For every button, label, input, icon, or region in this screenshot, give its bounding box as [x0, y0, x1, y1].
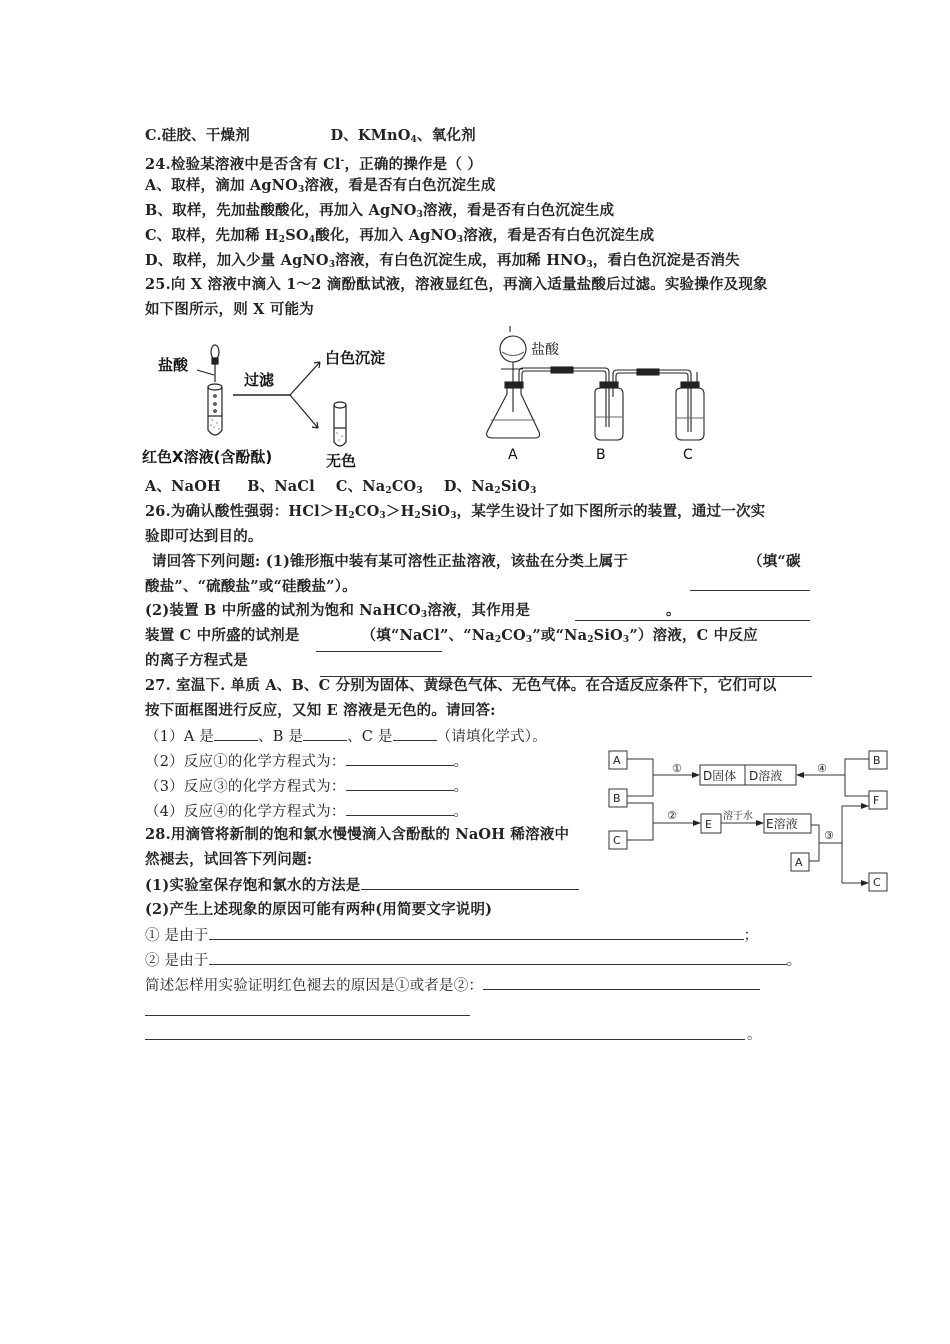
answer-blank-storage[interactable] — [361, 875, 579, 890]
answer-blank-c[interactable] — [393, 726, 437, 741]
q26-apparatus-figure — [475, 322, 725, 467]
q25-options: A、NaOH B、NaCl C、$Na_2CO_3$ D、$Na_2SiO_3$ — [145, 478, 537, 496]
q25-stem-line2: 如下图所示，则 X 可能为 — [145, 301, 314, 318]
arrow-2 — [693, 820, 701, 826]
q27-sub2: （2）反应①的化学方程式为： 。 — [145, 751, 468, 772]
red-x-solution-label: 红色X溶液(含酚酞) — [142, 448, 273, 466]
q24-option-a: A、取样，滴加 AgNO$_3$溶液，看是否有白色沉淀生成 — [145, 177, 496, 195]
q28-final-period: 。 — [747, 1027, 762, 1043]
svg-text:C: C — [873, 876, 881, 889]
q26-part1: 请回答下列问题: (1)锥形瓶中装有某可溶性正盐溶液，该盐在分类上属于 — [152, 553, 629, 570]
svg-text:A: A — [613, 754, 621, 767]
svg-text:D溶液: D溶液 — [749, 769, 783, 783]
svg-text:B: B — [613, 792, 621, 805]
step-3-label: ③ — [824, 829, 834, 842]
q24-option-b: B、取样，先加盐酸酸化，再加入 AgNO$_3$溶液，看是否有白色沉淀生成 — [145, 202, 615, 220]
svg-text:B: B — [873, 754, 881, 767]
q23-option-d: D、KMnO$_4$、氧化剂 — [330, 127, 476, 145]
answer-blank-proof-2[interactable] — [145, 1015, 470, 1016]
test-tube-red-icon — [208, 384, 222, 435]
q27-reaction-flow-diagram — [605, 745, 895, 895]
q26-part2: (2)装置 B 中所盛的试剂为饱和 NaHCO$_3$溶液，其作用是 — [145, 602, 531, 620]
answer-blank-reason-1[interactable] — [209, 925, 744, 940]
q28-part2: (2)产生上述现象的原因可能有两种(用简要文字说明) — [145, 901, 493, 918]
arrow-dissolve — [756, 820, 764, 826]
tube-bc — [613, 370, 691, 432]
q27-sub4: （4）反应④的化学方程式为： 。 — [145, 801, 468, 822]
q26-answer-blank-2[interactable] — [575, 620, 810, 621]
answer-blank-a[interactable] — [214, 726, 258, 741]
acid-label-leader — [197, 370, 214, 375]
q26-part1-cont: 酸盐”、“硫酸盐”或“硅酸盐”）。 — [145, 578, 357, 595]
answer-blank-proof-1[interactable] — [483, 975, 760, 990]
answer-blank-reason-2[interactable] — [209, 950, 787, 965]
white-precipitate-label: 白色沉淀 — [325, 349, 386, 367]
answer-blank-eq3[interactable] — [346, 776, 454, 791]
q27-stem-line2: 按下面框图进行反应，又知 E 溶液是无色的。请回答: — [145, 702, 496, 719]
rubber-connector-ab — [551, 367, 573, 373]
q26-stem-line1: 26.为确认酸性强弱：$HCl>H_2CO_3>H_2SiO_3$，某学生设计了如下图所示的装置，通过一次实 — [145, 503, 766, 521]
q28-part1: (1)实验室保存饱和氯水的方法是 — [145, 875, 579, 896]
acid-label-2: 盐酸 — [531, 342, 559, 358]
arrow-to-c — [861, 880, 869, 886]
q28-reason-2: ② 是由于 。 — [145, 950, 801, 971]
q26-part3: 装置 C 中所盛的试剂是 （填“NaCl”、“$Na_2CO_3$”或“$Na_2SiO_3$”）溶液，C 中反应 — [145, 627, 758, 645]
step-4-label: ④ — [817, 762, 827, 775]
arrow-to-f — [861, 803, 869, 809]
test-tube-colorless-icon — [334, 402, 346, 446]
q28-part3: 简述怎样用实验证明红色褪去的原因是①或者是②： — [145, 975, 760, 996]
q27-sub3: （3）反应③的化学方程式为： 。 — [145, 776, 468, 797]
arrow-1 — [692, 772, 700, 778]
q28-reason-1: ① 是由于 ； — [145, 925, 758, 946]
answer-blank-eq4[interactable] — [346, 801, 454, 816]
arrow-up — [290, 362, 320, 395]
step-1-label: ① — [672, 762, 682, 775]
bottle-c-icon — [676, 372, 704, 440]
q26-stem-line2: 验即可达到目的。 — [145, 528, 263, 545]
step-2-label: ② — [667, 809, 677, 822]
q26-part4: 的离子方程式是 — [145, 652, 248, 669]
answer-blank-b[interactable] — [303, 726, 347, 741]
q23-option-c: C.硅胶、干燥剂 — [145, 127, 250, 144]
q24-option-d: D、取样，加入少量 AgNO$_3$溶液，有白色沉淀生成，再加稀 $HNO_3$，看白色沉淀是否消失 — [145, 252, 740, 270]
q26-answer-blank-3[interactable] — [316, 651, 442, 652]
answer-blank-eq1[interactable] — [346, 751, 454, 766]
acid-label: 盐酸 — [158, 356, 189, 374]
q24-stem: 24.检验某溶液中是否含有 Cl-，正确的操作是（ ） — [145, 155, 483, 173]
svg-text:C: C — [613, 834, 621, 847]
q28-stem-line2: 然褪去，试回答下列问题: — [145, 851, 313, 868]
dropper-icon — [211, 345, 219, 382]
q25-stem-line1: 25.向 X 溶液中滴入 1～2 滴酚酞试液，溶液显红色，再滴入适量盐酸后过滤。实验操作及现象 — [145, 276, 768, 293]
q26-part1-hint: （填“碳 — [748, 553, 801, 570]
dissolve-label: 溶于水 — [723, 811, 753, 822]
q23-options — [145, 126, 476, 150]
svg-text:A: A — [795, 856, 803, 869]
svg-text:E溶液: E溶液 — [766, 817, 798, 831]
q26-part2-end: 。 — [666, 602, 681, 619]
colorless-label: 无色 — [326, 452, 357, 470]
q26-answer-blank-1[interactable] — [690, 590, 810, 591]
svg-text:D固体: D固体 — [703, 769, 737, 783]
q27-sub1: （1）A 是 、B 是 、C 是 （请填化学式）。 — [145, 726, 547, 747]
q24-option-c: C、取样，先加稀 $H_2SO_4$酸化，再加入 AgNO$_3$溶液，看是否有白色沉淀生成 — [145, 227, 655, 245]
arrow-down — [290, 395, 318, 428]
label-a: A — [508, 447, 518, 463]
label-c: C — [683, 447, 693, 463]
arrow-4 — [796, 772, 804, 778]
q25-filtration-figure — [140, 330, 420, 475]
filter-label: 过滤 — [244, 371, 275, 389]
svg-text:F: F — [873, 794, 880, 807]
flask-a-icon — [487, 382, 540, 438]
rubber-connector-bc — [637, 369, 659, 375]
svg-text:E: E — [705, 818, 712, 831]
label-b: B — [596, 447, 606, 463]
q27-stem-line1: 27. 室温下. 单质 A、B、C 分别为固体、黄绿色气体、无色气体。在合适反应条件下，它们可以 — [145, 677, 777, 694]
q28-stem-line1: 28.用滴管将新制的饱和氯水慢慢滴入含酚酞的 NaOH 稀溶液中 — [145, 826, 570, 843]
answer-blank-proof-3[interactable] — [145, 1039, 745, 1040]
